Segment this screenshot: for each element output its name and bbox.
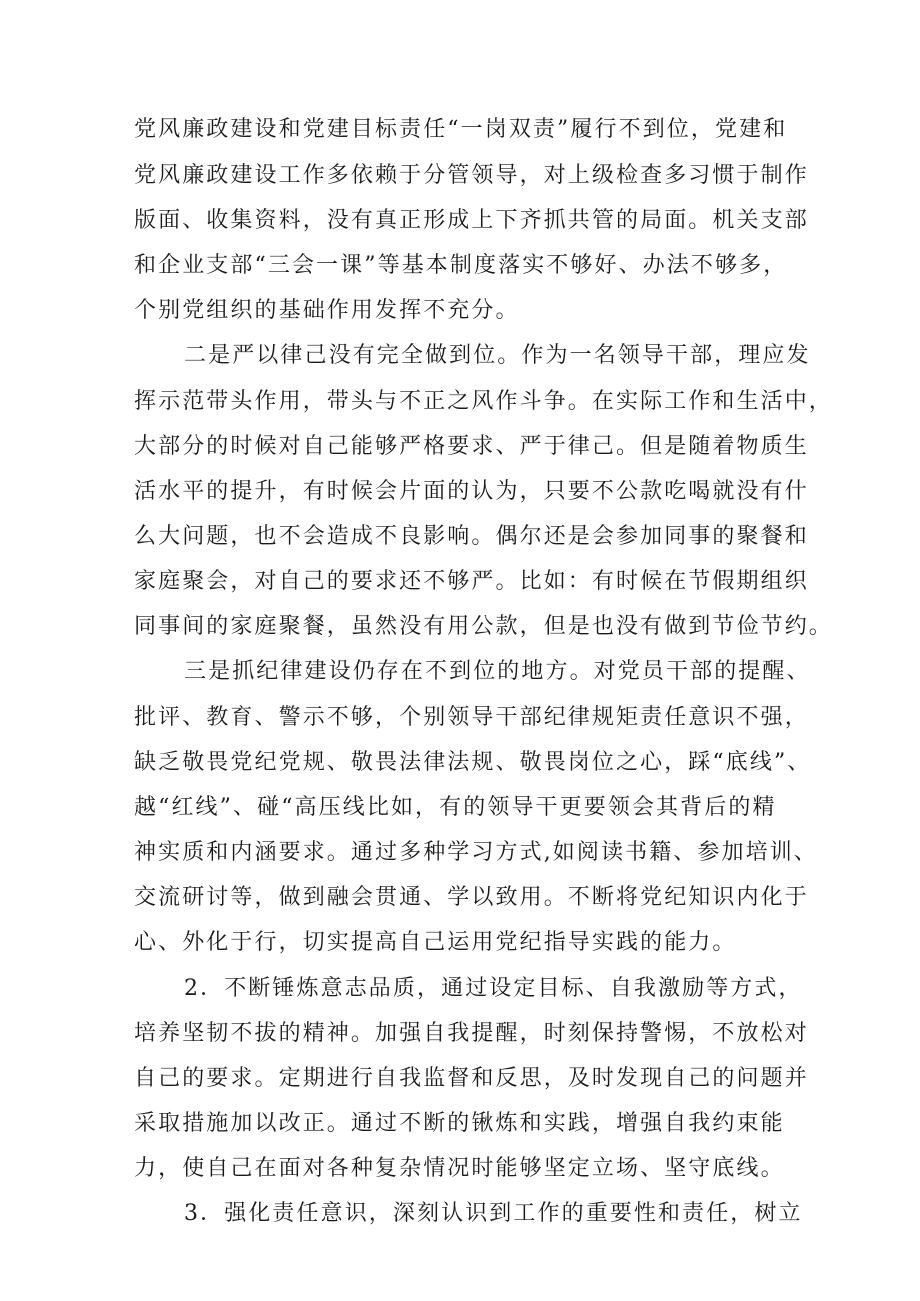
text-line: 越“红线”、碰“高压线比如，有的领导干更要领会其背后的精 — [134, 795, 777, 820]
text-line: 自己的要求。定期进行自我监督和反思，及时发现自己的问题并 — [134, 1066, 809, 1091]
text-line: 心、外化于行，切实提高自己运用党纪指导实践的能力。 — [134, 930, 737, 955]
text-line: 版面、收集资料，没有真正形成上下齐抓共管的局面。机关支部 — [134, 208, 809, 233]
text-line: 和企业支部“三会一课”等基本制度落实不够好、办法不够多， — [134, 253, 788, 278]
text-line: 党风廉政建设和党建目标责任“一岗双责”履行不到位，党建和 — [134, 117, 788, 142]
text-line: 批评、教育、警示不够，个别领导干部纪律规矩责任意识不强， — [134, 705, 809, 730]
text-line: 家庭聚会，对自己的要求还不够严。比如：有时候在节假期组织 — [134, 569, 809, 594]
text-line: 挥示范带头作用，带头与不正之风作斗争。在实际工作和生活中， — [134, 389, 833, 414]
text-line: 个别党组织的基础作用发挥不充分。 — [134, 298, 520, 323]
text-line: 同事间的家庭聚餐，虽然没有用公款，但是也没有做到节俭节约。 — [134, 614, 833, 639]
text-line: 交流研讨等，做到融会贯通、学以致用。不断将党纪知识内化于 — [134, 885, 809, 910]
paragraph-first-line: 三是抓纪律建设仍存在不到位的地方。对党员干部的提醒、 — [184, 659, 811, 684]
text-line: 活水平的提升，有时候会片面的认为，只要不公款吃喝就没有什 — [134, 479, 809, 504]
text-line: 缺乏敬畏党纪党规、敬畏法律法规、敬畏岗位之心，踩“底线”、 — [134, 750, 812, 775]
text-line: 神实质和内涵要求。通过多种学习方式,如阅读书籍、参加培训、 — [134, 840, 818, 865]
text-line: 么大问题，也不会造成不良影响。偶尔还是会参加同事的聚餐和 — [134, 524, 809, 549]
paragraph-first-line: 2．不断锤炼意志品质，通过设定目标、自我激励等方式， — [184, 976, 803, 1001]
paragraph-first-line: 二是严以律己没有完全做到位。作为一名领导干部，理应发 — [184, 343, 811, 368]
text-line: 培养坚韧不拔的精神。加强自我提醒，时刻保持警惕，不放松对 — [134, 1021, 809, 1046]
text-line: 党风廉政建设工作多依赖于分管领导，对上级检查多习惯于制作 — [134, 163, 809, 188]
text-line: 大部分的时候对自己能够严格要求、严于律己。但是随着物质生 — [134, 434, 809, 459]
text-line: 力，使自己在面对各种复杂情况时能够坚定立场、坚守底线。 — [134, 1156, 785, 1181]
text-line: 采取措施加以改正。通过不断的锹炼和实践，增强自我约束能 — [134, 1111, 785, 1136]
paragraph-first-line: 3．强化责任意识，深刻认识到工作的重要性和责任，树立 — [184, 1201, 803, 1226]
